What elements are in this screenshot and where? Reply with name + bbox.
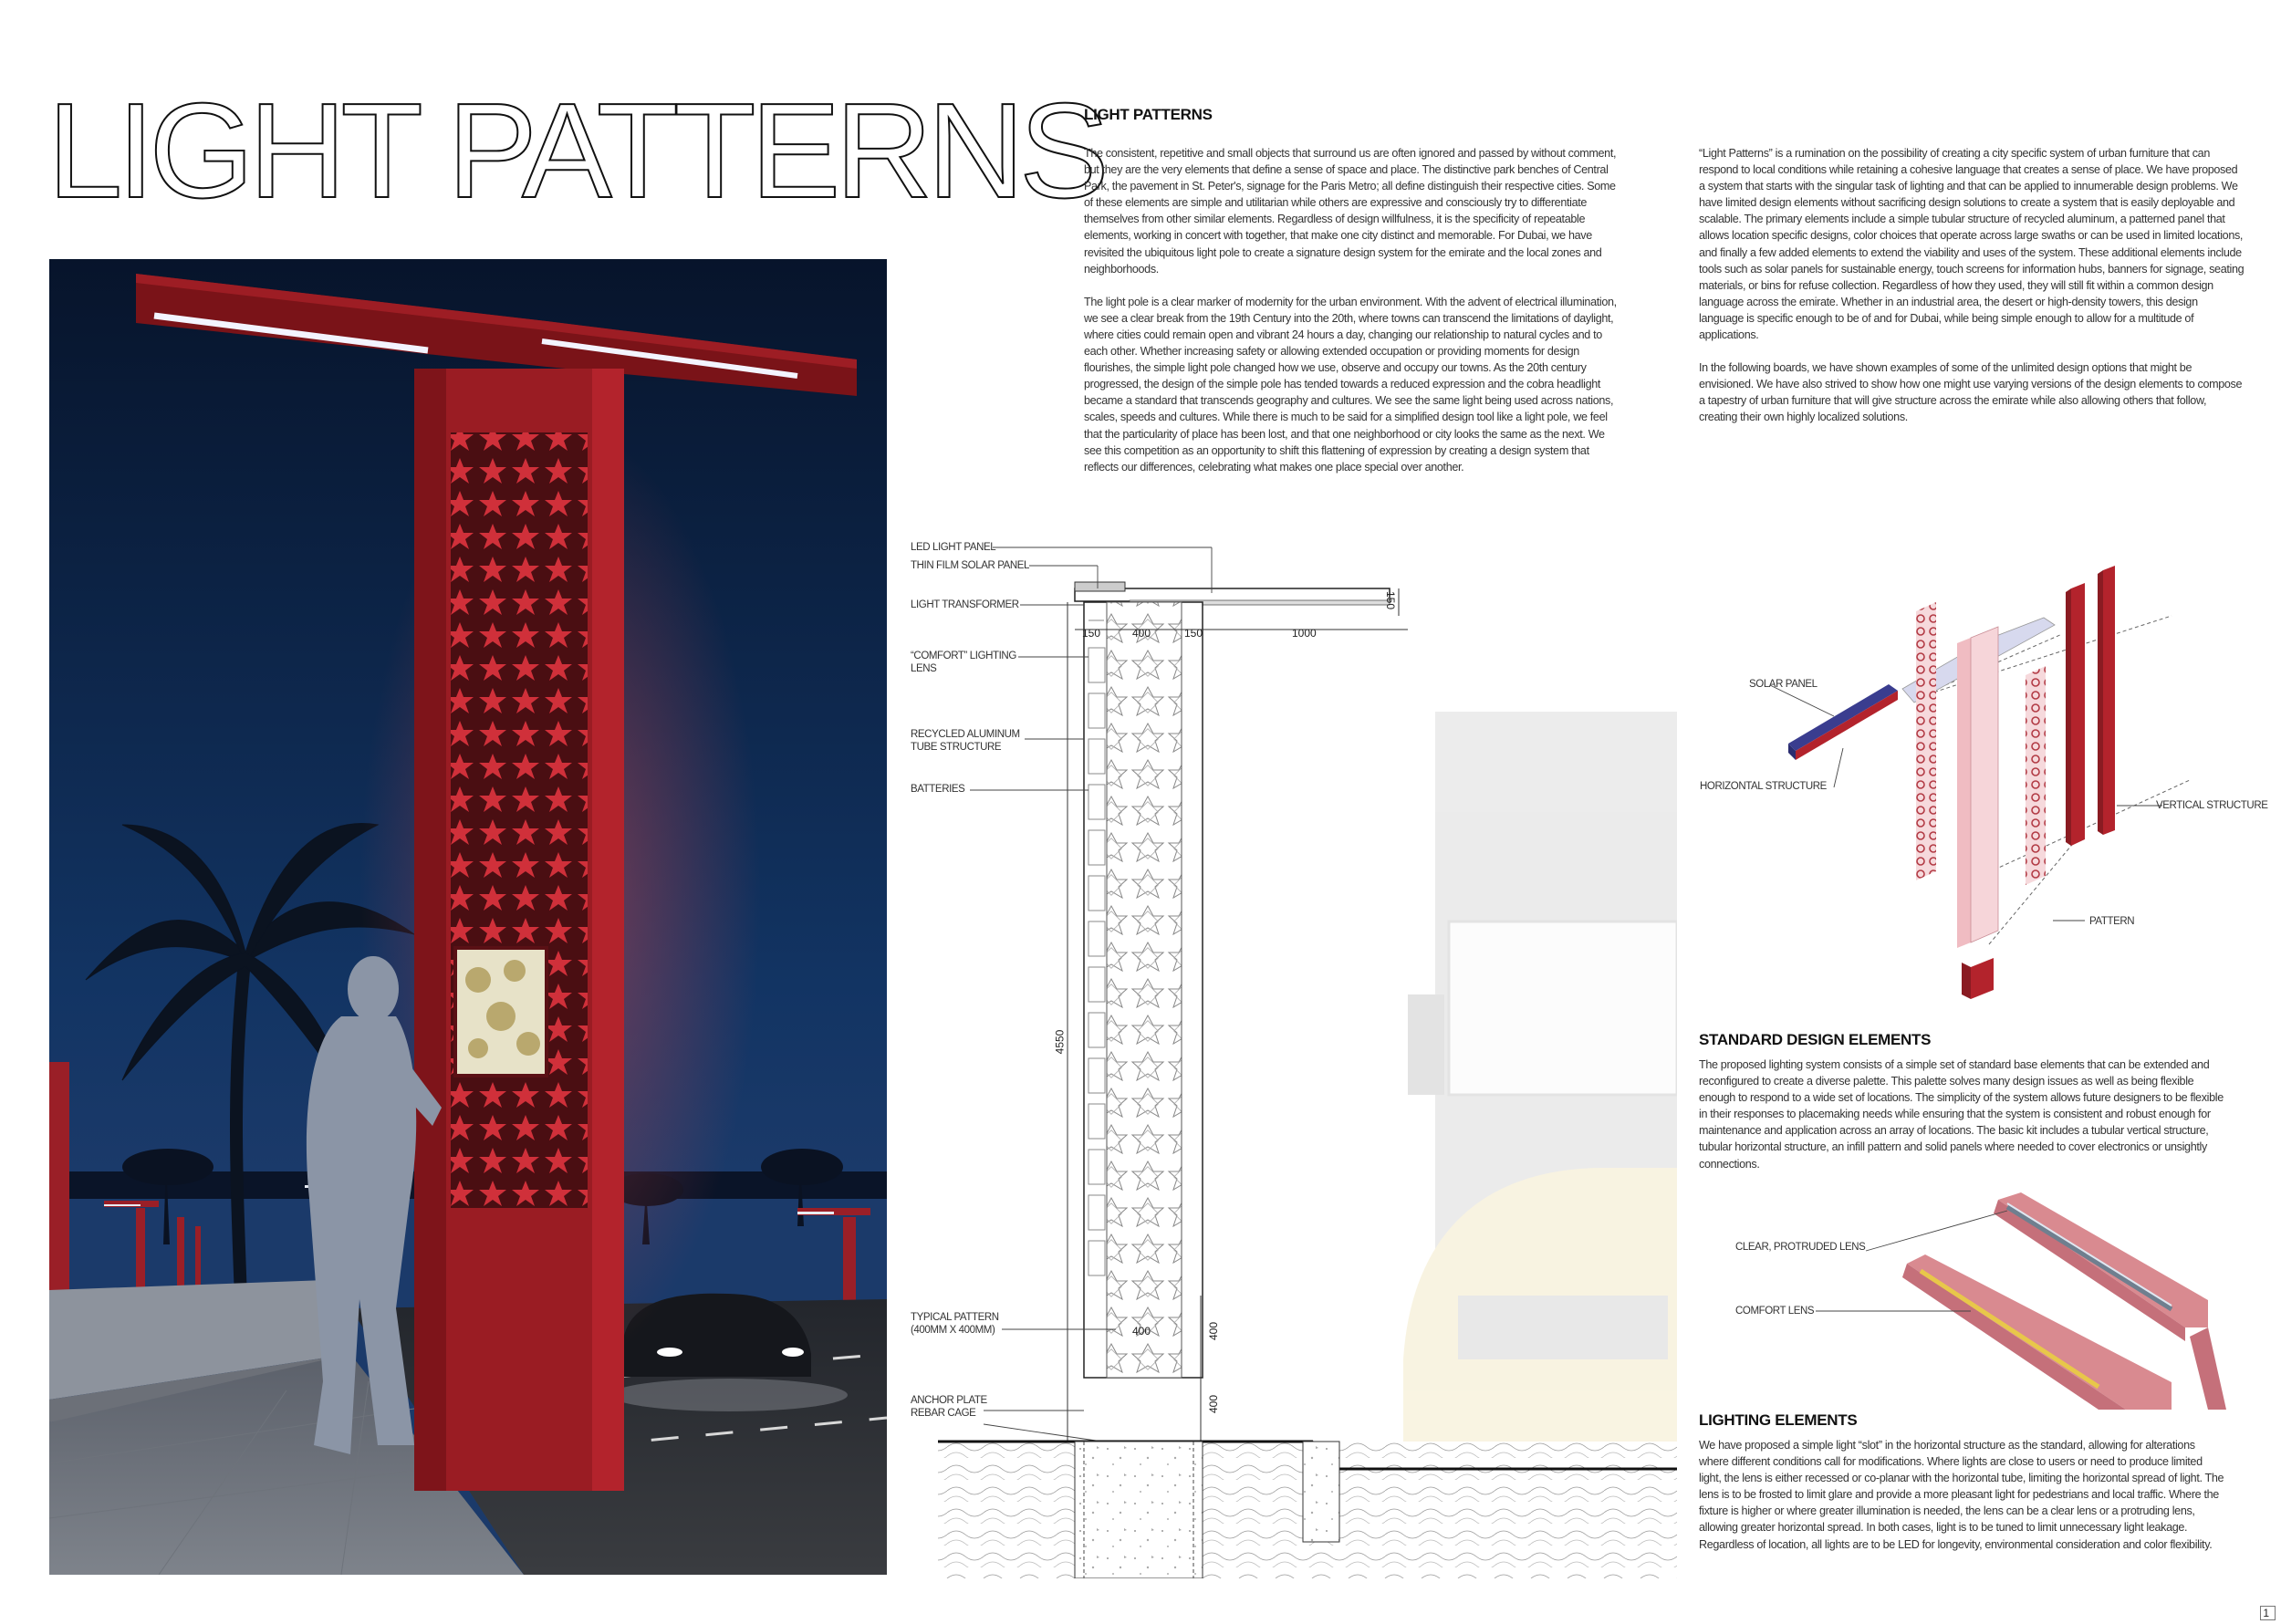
lens-label-comfort: COMFORT LENS — [1735, 1306, 1815, 1317]
axon-label-vertical-structure: VERTICAL STRUCTURE — [2156, 800, 2268, 811]
page-title: LIGHT PATTERNS — [47, 76, 1104, 226]
night-rendering — [49, 259, 887, 1575]
dim-400-pattern: 400 — [1132, 1325, 1151, 1338]
dim-400-vertical-a: 400 — [1207, 1321, 1221, 1341]
axonometric-diagram — [1697, 561, 2268, 1008]
label-recycled-2: TUBE STRUCTURE — [911, 742, 1002, 753]
dim-150-right: 150 — [1184, 627, 1203, 640]
lens-diagram — [1697, 1191, 2263, 1410]
lighting-heading: LIGHTING ELEMENTS — [1699, 1411, 1858, 1429]
dim-400-vertical-b: 400 — [1207, 1394, 1221, 1414]
page-number: 1 — [2260, 1606, 2276, 1620]
intro-paragraph: The consistent, repetitive and small objects that surround us are often ignored and passed by without comment, but they are the very elements that define a sense of space and place. The distinctive park benches of Central Park, the pavement in St. Peter's, signage for the Paris Metro; all define distinguish their respective cities. Some of these elements are simple and utilitarian while others are expressive and consciously try to differentiate themselves from other similar elements. Regardless of design willfulness, it is the specificity of repeatable elements, working in concert with together, that make one city distinct and memorable. For Dubai, we have revisited the ubiquitous light pole to create a signature design system for the emirate and the local zones and neighborhoods. — [1084, 147, 1617, 276]
label-batteries: BATTERIES — [911, 784, 965, 795]
section-drawing-graphic — [911, 538, 1677, 1578]
intro-paragraph: “Light Patterns” is a rumination on the possibility of creating a city specific system of urban furniture that can respond to local conditions while retaining a cohesive language that creates a sense of place. We have proposed a system that starts with the singular task of lighting and that can be applied to innumerable design problems. We have limited design elements without sacrificing design solutions to create a system that is easily deployable and scalable. The primary elements include a simple tubular structure of recycled aluminum, a patterned panel that allows location specific designs, color choices that operate across large swaths or can be used in limited locations, and finally a few added elements to extend the viability and uses of the system. These additional elements include tools such as solar panels for sustainable energy, touch screens for information hubs, banners for signage, seating materials, or bins for refuse collection. Regardless of how they used, they will still fit within a common design language across the emirate. Whether in an industrial area, the desert or high-density towers, this design language is specific enough to be of and for Dubai, while being simple enough to allow for a multitude of applications. — [1699, 147, 2245, 342]
dim-400-top: 400 — [1132, 627, 1151, 640]
intro-paragraph: In the following boards, we have shown examples of some of the unlimited design options that might be envisioned. We have also strived to show how one might use varying versions of the design elements to compose a tapestry of urban furniture that will give structure across the emirate while also allowing others that follow, creating their own highly localized solutions. — [1699, 361, 2243, 424]
dim-150-left: 150 — [1082, 627, 1101, 640]
label-recycled-1: RECYCLED ALUMINUM — [911, 729, 1020, 740]
lens-label-clear: CLEAR, PROTRUDED LENS — [1735, 1242, 1866, 1253]
standard-heading: STANDARD DESIGN ELEMENTS — [1699, 1031, 1932, 1048]
lighting-text: We have proposed a simple light “slot” in the horizontal structure as the standard, allowing for alterations where different conditions call for modifications. Where lights are close to users or need to produce limited light, the lens is either recessed or co-planar with the horizontal tube, limiting the horizontal spread of light. The lens is to be frosted to limit glare and provide a more pleasant light for pedestrians and local traffic. Where the fixture is higher or where greater illumination is needed, the lens can be a clear lens or a protruding lens, allowing greater horizontal spread. In both cases, light is to be tuned to limit unnecessary light leakage. Regardless of location, all lights are to be LED for longevity, environmental consideration and color flexibility. — [1699, 1439, 2224, 1551]
axon-label-solar-panel: SOLAR PANEL — [1749, 679, 1818, 690]
background-vehicle — [1403, 712, 1677, 1478]
dim-1000: 1000 — [1292, 627, 1317, 640]
label-anchor-plate: ANCHOR PLATE — [911, 1395, 987, 1406]
label-comfort-lens-1: “COMFORT” LIGHTING — [911, 651, 1016, 661]
label-led-light-panel: LED LIGHT PANEL — [911, 542, 996, 553]
pattern-panel — [451, 432, 588, 1208]
section-drawing — [911, 538, 1677, 1578]
intro-right-column — [1699, 145, 2245, 442]
label-thin-film-solar: THIN FILM SOLAR PANEL — [911, 560, 1030, 571]
dim-4550: 4550 — [1053, 1029, 1067, 1055]
axon-label-pattern: PATTERN — [2089, 916, 2135, 927]
label-light-transformer: LIGHT TRANSFORMER — [911, 599, 1019, 610]
night-scene-illustration — [49, 259, 887, 1575]
label-typical-pattern-1: TYPICAL PATTERN — [911, 1312, 999, 1323]
label-typical-pattern-2: (400MM X 400MM) — [911, 1325, 995, 1336]
label-rebar-cage: REBAR CAGE — [911, 1408, 976, 1419]
label-comfort-lens-2: LENS — [911, 663, 937, 674]
intro-heading: LIGHT PATTERNS — [1084, 106, 1213, 123]
intro-left-column — [1084, 145, 1622, 492]
lens-graphic — [1697, 1191, 2263, 1410]
axon-label-horizontal-structure: HORIZONTAL STRUCTURE — [1700, 781, 1827, 792]
intro-paragraph: The light pole is a clear marker of modernity for the urban environment. With the advent of electrical illumination, we see a clear break from the 19th Century into the 20th, where towns can transcend the limitations of daylight, where cities could remain open and vibrant 24 hours a day, changing our relationship to natural cycles and to each other. Whether increasing safety or allowing extended occupation or providing moments for design flourishes, the simple light pole changed how we use, observe and occupy our towns. As the 20th century progressed, the design of the simple pole has tended towards a reduced expression and the cobra headlight became a standard that transcends geography and cultures. We see the same light being used across nations, scales, speeds and cultures. While there is much to be said for a simplified design tool like a light pole, we feel that the particularity of place has been lost, and that one neighborhood or city looks the same as the next. We see this competition as an opportunity to shift this flattening of expression by creating a design system that reflects our differences, celebrating what makes one place special over another. — [1084, 295, 1617, 474]
dim-150-vertical: 150 — [1384, 591, 1397, 610]
standard-text: The proposed lighting system consists of a simple set of standard base elements that can be extended and reconfigured to create a diverse palette. This palette solves many design issues as well as being flexible enough to respond to a wide set of locations. The simplicity of the system allows future designers to be flexible in their responses to placemaking needs while ensuring that the system is consistent and robust enough for maintenance and application across an array of locations. The basic kit includes a tubular vertical structure, tubular horizontal structure, an infill pattern and solid panels where needed to cover electronics or unsightly connections. — [1699, 1058, 2224, 1171]
